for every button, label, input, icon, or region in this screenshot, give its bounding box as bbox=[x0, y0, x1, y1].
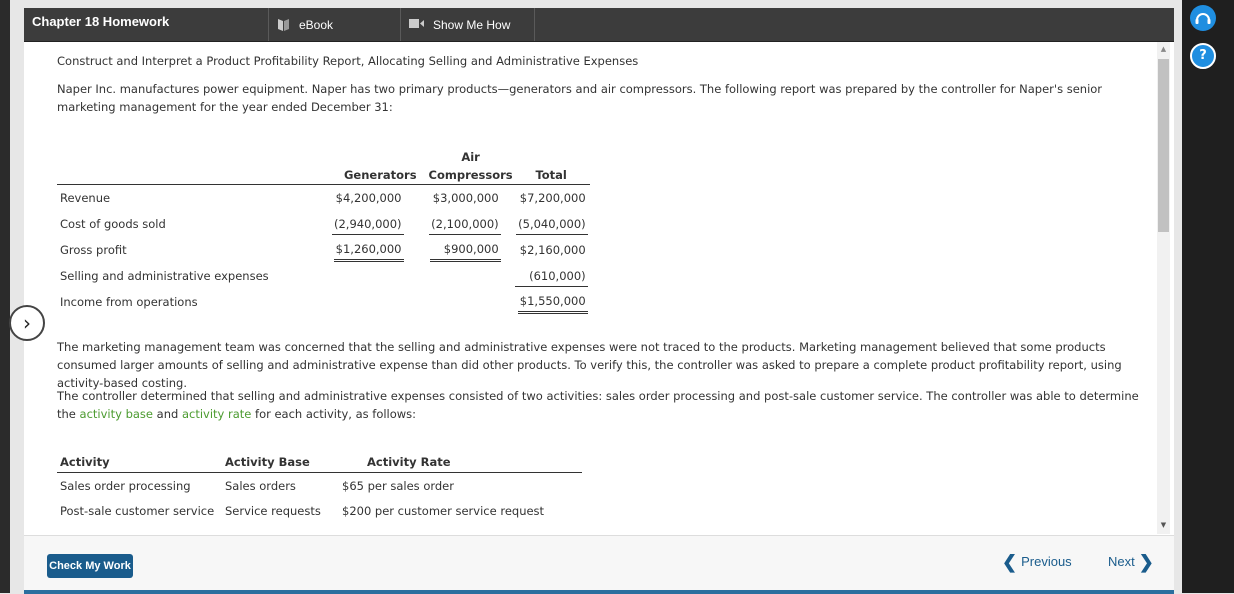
cell-activity: Post-sale customer service bbox=[60, 503, 215, 518]
top-bar bbox=[24, 8, 1174, 42]
col-header-compressors: Compressors bbox=[429, 166, 513, 185]
table-row bbox=[57, 263, 590, 289]
cell-base: Sales orders bbox=[225, 478, 296, 493]
table-row bbox=[57, 289, 590, 315]
col-header-activity: Activity bbox=[57, 452, 225, 473]
cell-activity: Sales order processing bbox=[60, 478, 191, 493]
activity-base-link[interactable]: activity base bbox=[79, 407, 153, 421]
cell-value: $1,260,000 bbox=[334, 239, 404, 262]
cell-rate: $200 per customer service request bbox=[342, 503, 545, 518]
col-header-activity-rate: Activity Rate bbox=[335, 452, 582, 473]
col-header-activity-base: Activity Base bbox=[225, 452, 335, 473]
footer-divider bbox=[24, 590, 1174, 594]
homework-panel bbox=[24, 8, 1174, 593]
row-label: Income from operations bbox=[60, 295, 198, 309]
chevron-left-icon: ❮ bbox=[1002, 552, 1018, 572]
intro-paragraph: Naper Inc. manufactures power equipment. Naper has two primary products—generators and air compressors. The following report was prepared by the controller for Naper's senior marketing management for the year ended December 31: bbox=[57, 82, 1103, 114]
book-icon bbox=[277, 18, 290, 35]
row-label: Gross profit bbox=[60, 243, 127, 257]
table-row bbox=[57, 237, 590, 263]
cell-value: $7,200,000 bbox=[519, 191, 586, 205]
tab-show-me-how[interactable] bbox=[400, 8, 535, 41]
paragraph-3-text-b: and bbox=[153, 407, 182, 421]
paragraph-3 bbox=[57, 387, 1152, 423]
col-header-air: Air bbox=[461, 150, 480, 164]
col-header-generators: Generators bbox=[332, 166, 429, 185]
cell-value: $4,200,000 bbox=[335, 191, 402, 205]
right-sidebar bbox=[1182, 0, 1234, 593]
scroll-thumb[interactable] bbox=[1158, 59, 1169, 232]
question-content bbox=[24, 42, 1157, 534]
expand-panel-button[interactable] bbox=[9, 305, 45, 341]
cell-value: $2,160,000 bbox=[519, 243, 586, 257]
scroll-down-arrow-icon[interactable]: ▼ bbox=[1160, 521, 1167, 529]
table-row bbox=[57, 498, 582, 523]
tab-show-me-how-label: Show Me How bbox=[433, 18, 511, 32]
activity-rate-link[interactable]: activity rate bbox=[181, 407, 252, 421]
video-icon bbox=[409, 18, 425, 32]
table-row bbox=[57, 185, 590, 212]
paragraph-3-text-a: The controller determined that selling and administrative expenses consisted of two activities: sales order processing and post-sale customer service. The controller was able to determine the bbox=[57, 389, 1139, 421]
next-button[interactable] bbox=[1108, 552, 1154, 573]
profitability-report-table bbox=[57, 148, 590, 315]
chevron-right-icon: › bbox=[23, 311, 31, 335]
col-header-total: Total bbox=[513, 166, 590, 185]
paragraph-2: The marketing management team was concerned that the selling and administrative expenses were not traced to the products. Marketing management believed that some products consumed larger amounts of selling and administrative expense than did other products. To verify this, the controller was asked to prepare a complete product profitability report, using activity-based costing. bbox=[57, 340, 1122, 390]
question-heading: Construct and Interpret a Product Profitability Report, Allocating Selling and Administrative Expenses bbox=[57, 54, 639, 68]
paragraph-3-text-c: for each activity, as follows: bbox=[251, 407, 417, 421]
tab-ebook[interactable] bbox=[268, 8, 399, 41]
next-label: Next bbox=[1108, 554, 1135, 569]
content-scrollbar[interactable] bbox=[1157, 42, 1170, 534]
activity-table bbox=[57, 452, 582, 523]
row-label: Cost of goods sold bbox=[60, 217, 166, 231]
previous-button[interactable] bbox=[1002, 552, 1072, 573]
check-my-work-button[interactable]: Check My Work bbox=[47, 554, 133, 578]
scroll-up-arrow-icon[interactable]: ▲ bbox=[1160, 45, 1167, 53]
table-row bbox=[57, 473, 582, 499]
row-label: Revenue bbox=[60, 191, 111, 205]
cell-rate: $65 per sales order bbox=[342, 478, 454, 493]
cell-base: Service requests bbox=[225, 503, 321, 518]
cell-value: $3,000,000 bbox=[432, 191, 499, 205]
cell-value: (610,000) bbox=[515, 266, 588, 287]
cell-value: (5,040,000) bbox=[516, 214, 588, 235]
chevron-right-icon: ❯ bbox=[1138, 552, 1154, 572]
cell-value: (2,100,000) bbox=[429, 214, 501, 235]
row-label: Selling and administrative expenses bbox=[60, 269, 269, 283]
left-edge bbox=[0, 0, 10, 593]
tab-ebook-label: eBook bbox=[299, 18, 334, 32]
table-row bbox=[57, 211, 590, 237]
cell-value: $1,550,000 bbox=[518, 291, 588, 314]
headset-icon[interactable] bbox=[1190, 5, 1216, 31]
chapter-title: Chapter 18 Homework bbox=[32, 14, 170, 29]
previous-label: Previous bbox=[1021, 554, 1072, 569]
cell-value: $900,000 bbox=[430, 239, 501, 262]
help-icon[interactable]: ? bbox=[1190, 43, 1216, 69]
footer-bar bbox=[24, 535, 1174, 594]
cell-value: (2,940,000) bbox=[332, 214, 404, 235]
